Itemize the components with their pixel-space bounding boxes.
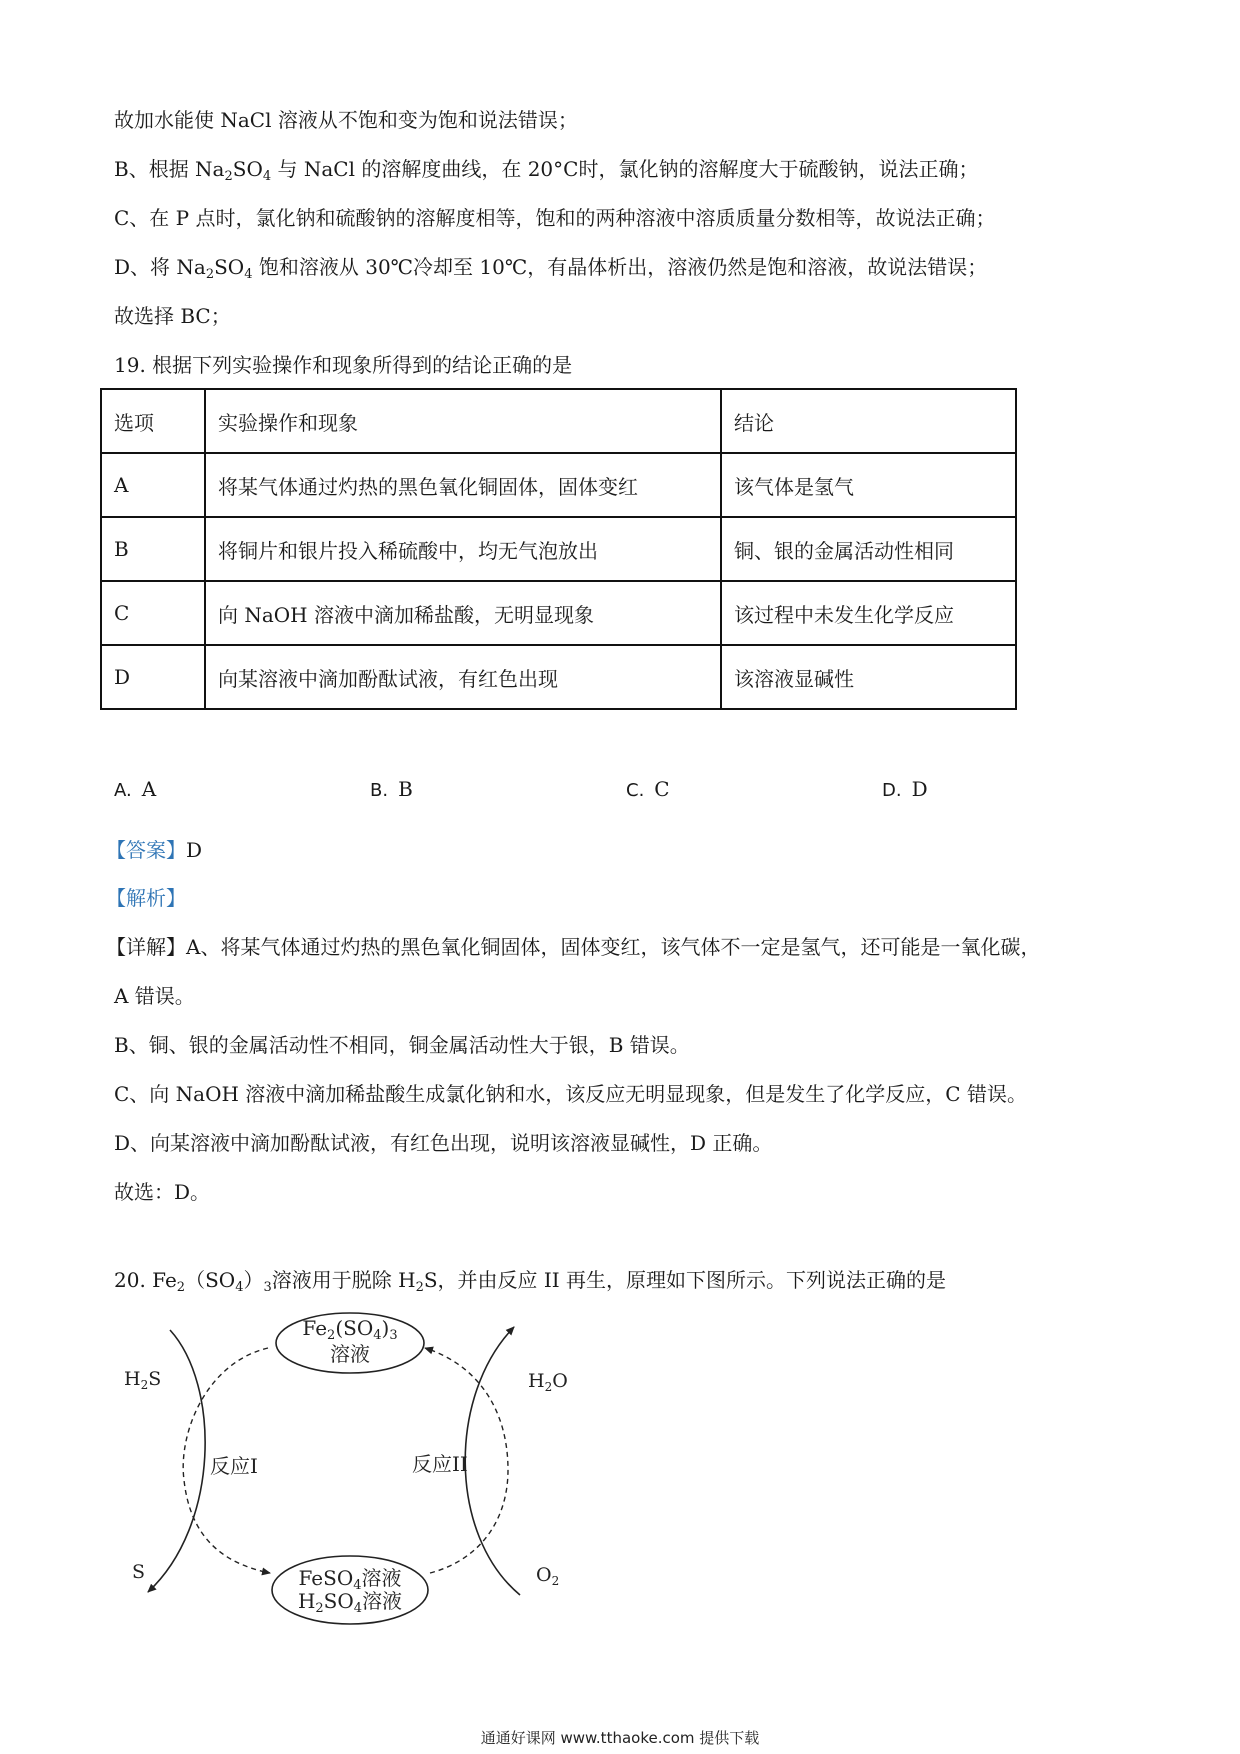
header-conclusion: 结论 — [721, 389, 1016, 453]
row-operation: 向 NaOH 溶液中滴加稀盐酸，无明显现象 — [205, 581, 721, 645]
option-c[interactable]: C. C — [626, 777, 670, 801]
row-option: D — [101, 645, 205, 709]
row-operation: 向某溶液中滴加酚酞试液，有红色出现 — [205, 645, 721, 709]
table-row — [101, 453, 1016, 517]
option-d[interactable]: D. D — [882, 777, 928, 801]
q19-detail-5: D、向某溶液中滴加酚酞试液，有红色出现，说明该溶液显碱性，D 正确。 — [114, 1131, 773, 1155]
q19-table — [100, 388, 1017, 710]
analysis-line-d: D、将 $Na_2SO_4$ 饱和溶液从 30℃冷却至 10℃，有晶体析出，溶液仍然是饱和溶液，故说法错误； — [114, 255, 988, 282]
answer-tag: 【答案】 — [106, 838, 186, 862]
row-operation: 将铜片和银片投入稀硫酸中，均无气泡放出 — [205, 517, 721, 581]
row-conclusion: 该过程中未发生化学反应 — [721, 581, 1016, 645]
reaction-cycle-diagram — [110, 1305, 590, 1635]
option-b[interactable]: B. B — [370, 777, 413, 801]
q19-detail-1: 【详解】A、将某气体通过灼热的黑色氧化铜固体，固体变红，该气体不一定是氢气，还可能是一氧化碳， — [106, 935, 1041, 959]
reaction2-label: 反应II — [412, 1452, 468, 1476]
analysis-line-b: B、根据 $Na_2SO_4$ 与 NaCl 的溶解度曲线，在 20°C时，氯化钠的溶解度大于硫酸钠，说法正确； — [114, 157, 979, 184]
analysis-line: 故加水能使 NaCl 溶液从不饱和变为饱和说法错误； — [114, 108, 578, 132]
feso4-solution-label: FeSO$_4$溶液 — [298, 1566, 402, 1593]
fe2so43-solution-label: 溶液 — [330, 1342, 370, 1366]
q19-stem: 19. 根据下列实验操作和现象所得到的结论正确的是 — [114, 353, 573, 377]
s-label: S — [132, 1561, 146, 1583]
table-row — [101, 645, 1016, 709]
row-conclusion: 铜、银的金属活动性相同 — [721, 517, 1016, 581]
h2o-label: $H_2O$ — [528, 1370, 568, 1394]
table-header-row — [101, 389, 1016, 453]
row-option: C — [101, 581, 205, 645]
q19-final: 故选：D。 — [114, 1180, 211, 1204]
h2so4-solution-label: $H_2SO_4$溶液 — [297, 1589, 403, 1616]
row-option: B — [101, 517, 205, 581]
table-row — [101, 581, 1016, 645]
o2-label: $O_2$ — [536, 1564, 560, 1588]
page-footer: 通通好课网 www.tthaoke.com 提供下载 — [480, 1729, 760, 1747]
q19-detail-4: C、向 NaOH 溶液中滴加稀盐酸生成氯化钠和水，该反应无明显现象，但是发生了化学反应，C 错误。 — [114, 1082, 1027, 1106]
q19-options — [0, 777, 1240, 809]
row-conclusion: 该气体是氢气 — [721, 453, 1016, 517]
header-option: 选项 — [101, 389, 205, 453]
row-conclusion: 该溶液显碱性 — [721, 645, 1016, 709]
fe2so43-formula: $Fe_2(SO_4)_3$ — [302, 1316, 398, 1343]
q19-answer: 【答案】D — [106, 838, 203, 862]
reaction1-label: 反应I — [210, 1454, 258, 1478]
q19-detail-3: B、铜、银的金属活动性不相同，铜金属活动性大于银，B 错误。 — [114, 1033, 690, 1057]
analysis-line-c: C、在 P 点时，氯化钠和硫酸钠的溶解度相等，饱和的两种溶液中溶质质量分数相等，故说法正确； — [114, 206, 996, 230]
h2s-label: $H_2S$ — [124, 1368, 162, 1392]
o2-to-h2o-arc — [465, 1327, 520, 1595]
table-row — [101, 517, 1016, 581]
option-a[interactable]: A. A — [114, 777, 157, 801]
q19-detail-2: A 错误。 — [114, 984, 195, 1008]
previous-answer: 故选择 BC； — [114, 304, 231, 328]
row-operation: 将某气体通过灼热的黑色氧化铜固体，固体变红 — [205, 453, 721, 517]
row-option: A — [101, 453, 205, 517]
header-operation: 实验操作和现象 — [205, 389, 721, 453]
q20-stem: 20. $Fe_2(SO_4)_3$溶液用于脱除 $H_2S$，并由反应 II 再生，原理如下图所示。下列说法正确的是 — [114, 1268, 947, 1295]
q19-analysis-tag: 【解析】 — [106, 886, 186, 910]
